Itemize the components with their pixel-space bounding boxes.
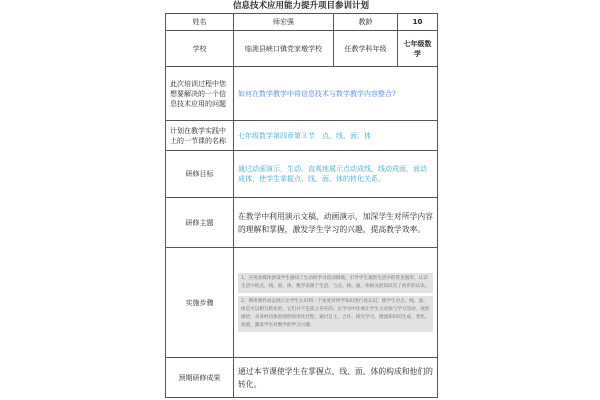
row-result xyxy=(166,358,438,398)
subject-value: 七年级数学 xyxy=(398,31,438,67)
row-school xyxy=(166,31,438,67)
subject-label: 任教学科年级 xyxy=(334,31,398,67)
row-goal xyxy=(166,151,438,198)
goal-value: 通过动画演示，生动、直观地展示点动成线，线动成面，面动成体，使学生掌握点、线、面、体的转化关系。 xyxy=(234,151,438,198)
result-label: 预期研修成果 xyxy=(166,358,234,398)
name-label: 姓名 xyxy=(166,14,234,31)
row-name xyxy=(166,14,438,31)
theme-label: 研修主题 xyxy=(166,198,234,248)
document-title: 信息技术应用能力提升项目参训计划 xyxy=(232,1,369,11)
step-item-1: 1、应用多媒体创设学生感知了生动的学习活动情境，引导学生观察生活中的常见图形，认识生活中的点、线、面、体，数学来源于生活，与点、线、面、体相关的知识有了初步的认识。 xyxy=(238,273,433,293)
teach-age-label: 教龄 xyxy=(334,14,398,31)
row-problem xyxy=(166,67,438,121)
name-value: 师宏强 xyxy=(234,14,334,31)
school-label: 学校 xyxy=(166,31,234,67)
steps-label: 实施步骤 xyxy=(166,248,234,358)
theme-value: 在教学中利用演示文稿、动画演示，加深学生对所学内容的理解和掌握，激发学生学习的兴趣，提高教学效率。 xyxy=(234,198,438,248)
row-steps xyxy=(166,248,438,358)
goal-label: 研修目标 xyxy=(166,151,234,198)
step-item-2: 2、利用课件动态展示让学生认识到一个角度对所学知识进行再认识，使学生对点、线、面、体是可以相互转化的，它们并不是孤立存在的。在学习中注重让学生主动参与学习活动，观察感悟，亲身经历体验图形的变化过程，通过自主、合作、探究学习，增强知识的生成、变化、发展，激发学生对数学的学习兴趣。 xyxy=(238,296,433,332)
problem-value: 如何在数学教学中将信息技术与数学教学内容整合? xyxy=(234,67,438,121)
row-lesson xyxy=(166,121,438,151)
training-plan-sheet xyxy=(165,0,437,400)
lesson-label: 计划在教学实践中上的一节课的名称 xyxy=(166,121,234,151)
teach-age-value: 10 xyxy=(398,14,438,31)
row-theme xyxy=(166,198,438,248)
plan-table xyxy=(165,13,438,398)
problem-label: 此次培训过程中您想要解决的一个信息技术应用的问题 xyxy=(166,67,234,121)
lesson-value: 七年级数学第四章第３节 点、线、面、体 xyxy=(234,121,438,151)
steps-cell xyxy=(234,248,438,358)
school-value: 临洮县峡口镇党家墩学校 xyxy=(234,31,334,67)
result-value: 通过本节课使学生在掌握点、线、面、体的构成和他们的转化。 xyxy=(234,358,438,398)
